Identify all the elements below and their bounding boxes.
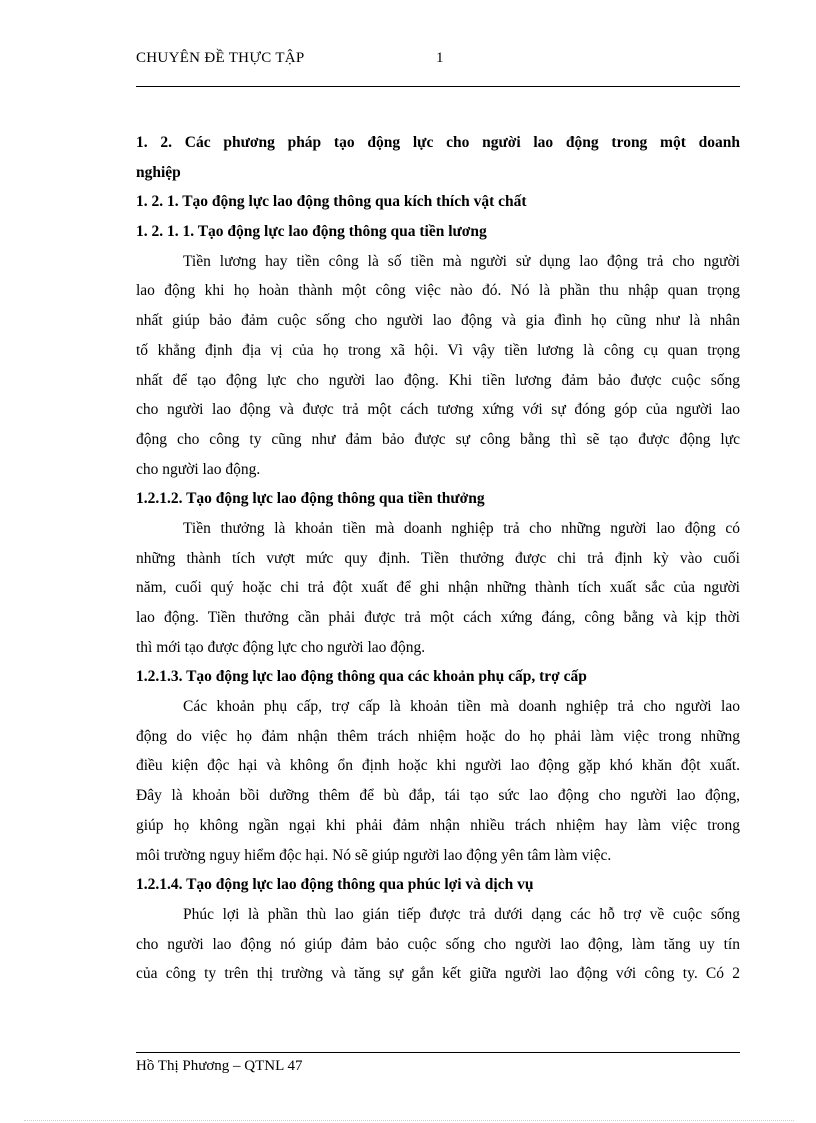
paragraph-line: Phúc lợi là phần thù lao gián tiếp được trả dưới dạng các hỗ trợ về cuộc sống xyxy=(183,905,740,923)
paragraph-line: tố khẳng định địa vị của họ trong xã hội. Vì vậy tiền lương là công cụ quan trọng xyxy=(136,341,740,359)
section-heading: 1. 2. Các phương pháp tạo động lực cho người lao động trong một doanh xyxy=(136,134,740,151)
paragraph-line: lao động khi họ hoàn thành một công việc nào đó. Nó là phần thu nhập quan trọng xyxy=(136,282,740,300)
paragraph-line: động cho công ty cũng như đảm bảo được sự công bằng thì sẽ tạo được động lực xyxy=(136,430,740,448)
paragraph-line: nhất giúp bảo đảm cuộc sống cho người lao động và gia đình họ cũng như là nhân xyxy=(136,312,740,330)
paragraph-line-last: cho người lao động. xyxy=(136,460,261,478)
subsubsection-heading: 1.2.1.4. Tạo động lực lao động thông qua phúc lợi và dịch vụ xyxy=(136,876,534,894)
paragraph-line: Tiền thưởng là khoản tiền mà doanh nghiệp trả cho những người lao động có xyxy=(183,519,740,537)
paragraph-line: cho người lao động và được trả một cách tương xứng với sự đóng góp của người lao xyxy=(136,401,740,419)
paragraph-line: Các khoản phụ cấp, trợ cấp là khoản tiền mà doanh nghiệp trả cho người lao xyxy=(183,698,740,716)
paragraph-line: giúp họ không ngần ngại khi phải đảm nhận nhiều trách nhiệm hay làm việc trong xyxy=(136,816,740,834)
header-title: CHUYÊN ĐỀ THỰC TẬP xyxy=(136,50,305,66)
subsubsection-heading: 1.2.1.2. Tạo động lực lao động thông qua tiền thưởng xyxy=(136,490,485,508)
page-boundary-line xyxy=(24,1120,794,1121)
paragraph-line: năm, cuối quý hoặc chi trả đột xuất để ghi nhận những thành tích xuất sắc của người xyxy=(136,579,740,597)
paragraph-line: của công ty trên thị trường và tăng sự gắn kết giữa người lao động với công ty. Có 2 xyxy=(136,965,740,983)
section-heading-cont: nghiệp xyxy=(136,163,181,181)
subsubsection-heading: 1. 2. 1. 1. Tạo động lực lao động thông qua tiền lương xyxy=(136,223,487,241)
paragraph-line-last: môi trường nguy hiểm độc hại. Nó sẽ giúp người lao động yên tâm làm việc. xyxy=(136,846,612,864)
paragraph-line: nhất để tạo động lực cho người lao động. Khi tiền lương đảm bảo được cuộc sống xyxy=(136,371,740,389)
footer-author: Hồ Thị Phương – QTNL 47 xyxy=(136,1058,303,1074)
paragraph-line-last: thì mới tạo được động lực cho người lao động. xyxy=(136,638,426,656)
subsubsection-heading: 1.2.1.3. Tạo động lực lao động thông qua các khoản phụ cấp, trợ cấp xyxy=(136,668,587,686)
subsection-heading: 1. 2. 1. Tạo động lực lao động thông qua kích thích vật chất xyxy=(136,193,527,211)
page-footer xyxy=(136,1052,740,1074)
paragraph-line: Tiền lương hay tiền công là số tiền mà người sử dụng lao động trả cho người xyxy=(183,252,740,270)
paragraph-line: điều kiện độc hại và không ổn định hoặc khi người lao động gặp khó khăn đột xuất. xyxy=(136,757,740,775)
page-header xyxy=(136,50,740,87)
paragraph-line: lao động. Tiền thưởng cần phải được trả một cách xứng đáng, công bằng và kịp thời xyxy=(136,609,740,626)
document-body xyxy=(136,128,740,989)
paragraph-line: động do việc họ đảm nhận thêm trách nhiệm hoặc do họ phải làm việc trong những xyxy=(136,727,740,745)
paragraph-line: cho người lao động nó giúp đảm bảo cuộc sống cho người lao động, làm tăng uy tín xyxy=(136,935,740,953)
paragraph-line: Đây là khoản bồi dưỡng thêm để bù đắp, tái tạo sức lao động cho người lao động, xyxy=(136,787,740,805)
header-page-number: 1 xyxy=(436,50,444,66)
paragraph-line: những thành tích vượt mức quy định. Tiền thưởng được chi trả định kỳ vào cuối xyxy=(136,549,740,567)
